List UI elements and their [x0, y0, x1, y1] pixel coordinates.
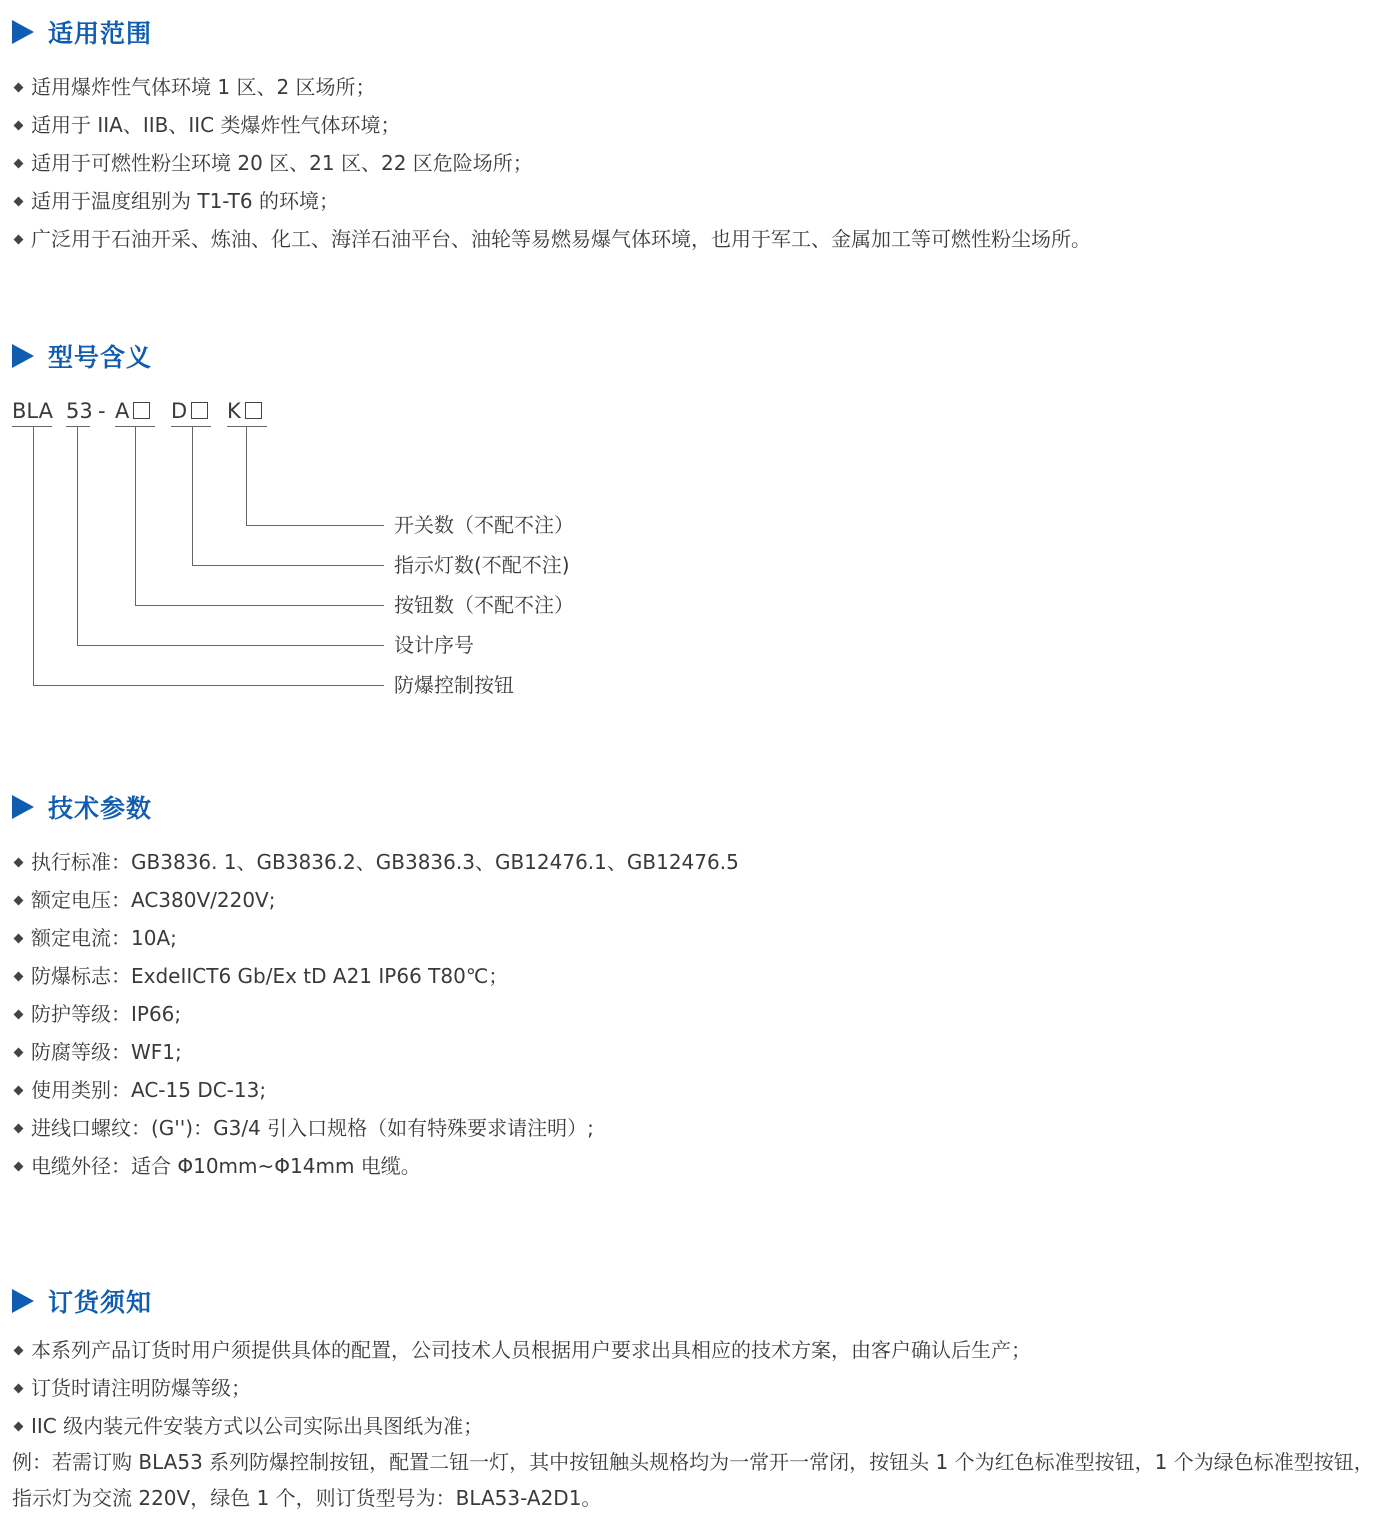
placeholder-box-icon — [245, 402, 262, 419]
connector-line — [192, 427, 193, 565]
diamond-bullet-icon — [14, 1345, 24, 1355]
connector-line — [192, 565, 384, 566]
list-item: 订货时请注明防爆等级； — [12, 1369, 1031, 1407]
triangle-right-icon — [12, 1289, 34, 1313]
list-item: 适用于 IIA、IIB、IIC 类爆炸性气体环境； — [12, 106, 1091, 144]
diamond-bullet-icon — [14, 1047, 24, 1057]
underline — [227, 426, 267, 427]
underline — [66, 426, 90, 427]
code-switch-count: K — [227, 397, 262, 425]
diamond-bullet-icon — [14, 933, 24, 943]
underline — [12, 426, 52, 427]
label-design-number: 设计序号 — [394, 633, 474, 657]
diamond-bullet-icon — [14, 1123, 24, 1133]
order-example: 例：若需订购 BLA53 系列防爆控制按钮，配置二钮一灯，其中按钮触头规格均为一常开一常闭，按钮头 1 个为红色标准型按钮，1 个为绿色标准型按钮，指示灯为交流 220V，绿色 1 个，则订货型号为：BLA53-A2D1。 — [12, 1450, 1374, 1510]
diamond-bullet-icon — [14, 1009, 24, 1019]
underline — [171, 426, 211, 427]
section-title: 技术参数 — [48, 794, 153, 823]
tech-list — [12, 843, 739, 1185]
list-item: 使用类别：AC-15 DC-13; — [12, 1071, 739, 1109]
placeholder-box-icon — [133, 402, 150, 419]
triangle-right-icon — [12, 344, 34, 368]
connector-line — [33, 427, 34, 685]
section-heading-tech — [12, 787, 152, 827]
label-product-name: 防爆控制按钮 — [394, 673, 514, 697]
connector-line — [135, 605, 384, 606]
list-item: 防腐等级：WF1; — [12, 1033, 739, 1071]
section-title: 型号含义 — [48, 343, 153, 372]
placeholder-box-icon — [191, 402, 208, 419]
diamond-bullet-icon — [14, 971, 24, 981]
list-item: 电缆外径：适合 Φ10mm~Φ14mm 电缆。 — [12, 1147, 739, 1185]
section-title: 适用范围 — [48, 19, 153, 48]
diamond-bullet-icon — [14, 895, 24, 905]
list-item: 广泛用于石油开采、炼油、化工、海洋石油平台、油轮等易燃易爆气体环境，也用于军工、金属加工等可燃性粉尘场所。 — [12, 220, 1091, 258]
list-item: 执行标准：GB3836. 1、GB3836.2、GB3836.3、GB12476.1、GB12476.5 — [12, 843, 739, 881]
connector-line — [77, 427, 78, 645]
list-item: 额定电压：AC380V/220V; — [12, 881, 739, 919]
diamond-bullet-icon — [14, 1383, 24, 1393]
diamond-bullet-icon — [14, 196, 24, 206]
diamond-bullet-icon — [14, 120, 24, 130]
diamond-bullet-icon — [14, 857, 24, 867]
section-title: 订货须知 — [48, 1288, 153, 1317]
code-dash: - — [98, 399, 106, 423]
list-item: 本系列产品订货时用户须提供具体的配置，公司技术人员根据用户要求出具相应的技术方案，由客户确认后生产； — [12, 1331, 1031, 1369]
section-heading-model — [12, 336, 152, 376]
list-item: 防护等级：IP66; — [12, 995, 739, 1033]
diamond-bullet-icon — [14, 82, 24, 92]
code-series: BLA — [12, 399, 53, 423]
label-lamp-count: 指示灯数(不配不注) — [394, 553, 570, 577]
connector-line — [246, 427, 247, 525]
list-item: 防爆标志：ExdeIICT6 Gb/Ex tD A21 IP66 T80℃； — [12, 957, 739, 995]
list-item: 适用爆炸性气体环境 1 区、2 区场所； — [12, 68, 1091, 106]
diamond-bullet-icon — [14, 158, 24, 168]
code-button-count: A — [115, 397, 150, 425]
code-design: 53 — [66, 399, 93, 423]
list-item: 进线口螺纹：(G'')：G3/4 引入口规格（如有特殊要求请注明）; — [12, 1109, 739, 1147]
section-heading-order — [12, 1281, 152, 1321]
scope-list — [12, 68, 1091, 258]
list-item: 适用于可燃性粉尘环境 20 区、21 区、22 区危险场所； — [12, 144, 1091, 182]
order-list — [12, 1331, 1031, 1445]
list-item: 适用于温度组别为 T1-T6 的环境； — [12, 182, 1091, 220]
connector-line — [33, 685, 384, 686]
diamond-bullet-icon — [14, 1085, 24, 1095]
connector-line — [246, 525, 384, 526]
section-heading-scope — [12, 12, 152, 52]
list-item: IIC 级内装元件安装方式以公司实际出具图纸为准； — [12, 1407, 1031, 1445]
label-button-count: 按钮数（不配不注） — [394, 593, 574, 617]
connector-line — [77, 645, 384, 646]
connector-line — [135, 427, 136, 605]
list-item: 额定电流：10A; — [12, 919, 739, 957]
diamond-bullet-icon — [14, 1421, 24, 1431]
triangle-right-icon — [12, 20, 34, 44]
label-switch-count: 开关数（不配不注） — [394, 513, 574, 537]
diamond-bullet-icon — [14, 234, 24, 244]
triangle-right-icon — [12, 795, 34, 819]
diamond-bullet-icon — [14, 1161, 24, 1171]
code-lamp-count: D — [171, 397, 208, 425]
